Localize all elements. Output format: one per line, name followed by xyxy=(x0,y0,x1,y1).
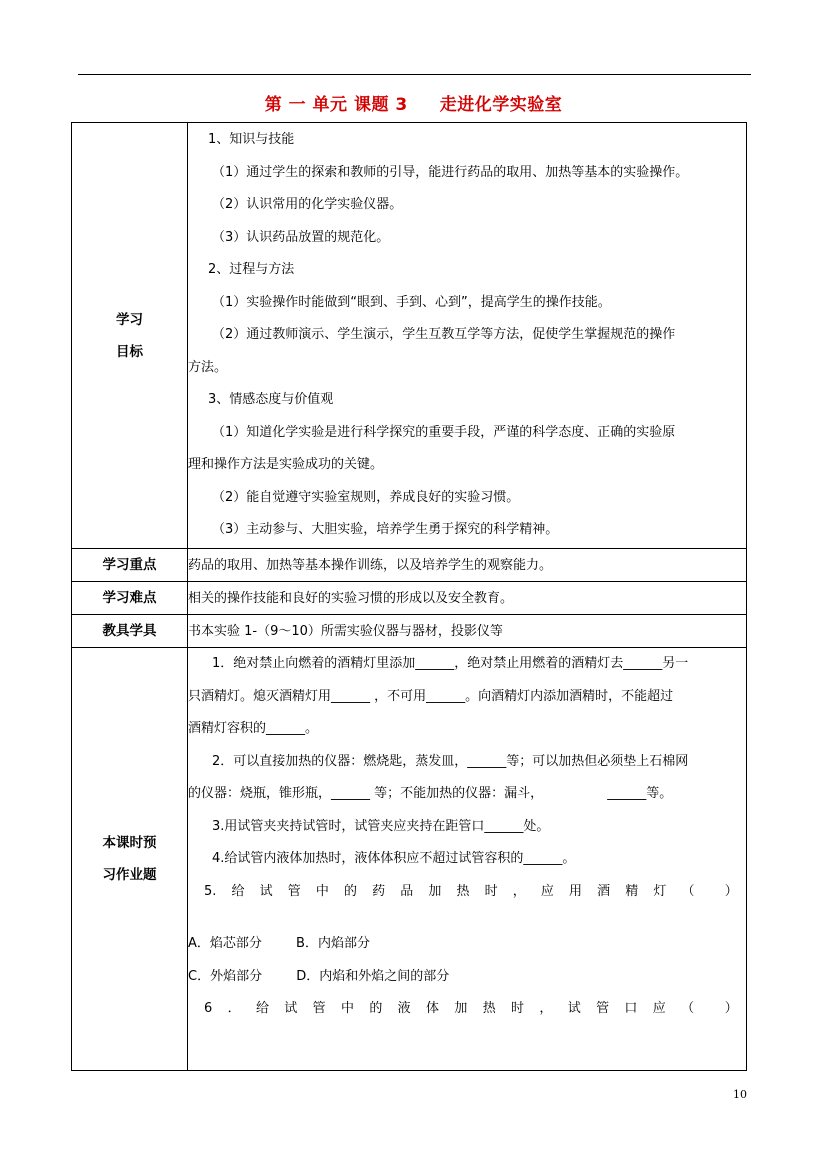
difficulties-row xyxy=(72,582,747,615)
question-6-char: ． xyxy=(227,1001,241,1016)
question-6-char: 试 xyxy=(567,1001,581,1016)
objective-item-continued: 理和操作方法是实验成功的关键。 xyxy=(188,457,384,473)
question-6 xyxy=(188,993,746,1026)
question-5-char: 用 xyxy=(569,883,583,899)
homework-label-line-2: 习作业题 xyxy=(102,867,157,883)
keypoints-text: 药品的取用、加热等基本操作训练，以及培养学生的观察能力。 xyxy=(188,557,553,573)
question-3: 3.用试管夹夹持试管时，试管夹应夹持在距管口______处。 xyxy=(212,818,550,834)
objective-item: （1）实验操作时能做到“眼到、手到、心到”，提高学生的操作技能。 xyxy=(212,294,611,310)
question-6-char: 给 xyxy=(255,1001,269,1016)
option-a: A．焰芯部分 xyxy=(188,936,262,951)
keypoints-cell xyxy=(188,549,747,582)
question-5-char: 应 xyxy=(540,883,554,899)
question-6-char: 加 xyxy=(454,1001,468,1016)
question-6-char: 6 xyxy=(204,1001,213,1016)
question-5-char: 灯 xyxy=(653,883,667,899)
page-title: 第 一 单元 课题 3 走进化学实验室 xyxy=(264,95,563,115)
objectives-content xyxy=(188,123,747,549)
objective-item: （2）认识常用的化学实验仪器。 xyxy=(212,197,403,213)
question-5-char: 的 xyxy=(344,883,358,899)
question-6-char: 管 xyxy=(312,1001,326,1016)
option-d: D．内焰和外焰之间的部分 xyxy=(296,968,450,984)
objective-item-continued: 方法。 xyxy=(188,359,228,375)
question-5-char: ， xyxy=(512,883,526,899)
question-5-char: 热 xyxy=(456,883,470,899)
homework-content xyxy=(188,648,747,1071)
question-5-char: 中 xyxy=(315,883,329,899)
question-5-options-row-2 xyxy=(188,961,746,994)
lesson-table xyxy=(71,122,747,1071)
objective-item: （3）认识药品放置的规范化。 xyxy=(212,229,390,245)
question-5-char: 品 xyxy=(400,883,414,899)
tools-label: 教具学具 xyxy=(72,615,188,648)
objective-item: （3）主动参与、大胆实验，培养学生勇于探究的科学精神。 xyxy=(212,522,559,538)
question-5-char: （ xyxy=(681,883,695,899)
question-5-options-row-1 xyxy=(188,928,746,961)
question-6-char: 时 xyxy=(511,1001,525,1016)
question-5 xyxy=(188,876,746,909)
question-5-char: 给 xyxy=(231,883,245,899)
tools-row xyxy=(72,615,747,648)
objectives-label-line-1: 学习 xyxy=(116,311,143,328)
question-6-char: ， xyxy=(539,1001,553,1016)
keypoints-label: 学习重点 xyxy=(72,549,188,582)
question-5-char: 试 xyxy=(259,883,273,899)
question-1-continued: 只酒精灯。熄灭酒精灯用______ ，不可用______。向酒精灯内添加酒精时，不能超过 xyxy=(188,688,674,704)
question-6-char: （ xyxy=(681,1001,695,1016)
question-5-char: ） xyxy=(724,883,738,899)
question-2-tail: ______等。 xyxy=(607,786,673,801)
question-6-char: 管 xyxy=(596,1001,610,1016)
objectives-label xyxy=(72,123,188,549)
question-6-char: 的 xyxy=(369,1001,383,1016)
question-1: 1．绝对禁止向燃着的酒精灯里添加______，绝对禁止用燃着的酒精灯去______另一 xyxy=(212,656,689,671)
question-2: 2．可以直接加热的仪器：燃烧匙，蒸发皿，______等；可以加热但必须垫上石棉网 xyxy=(212,753,689,769)
question-5-char: 管 xyxy=(287,883,301,899)
option-c: C．外焰部分 xyxy=(188,968,263,984)
tools-text: 书本实验 1-（9～10）所需实验仪器与器材，投影仪等 xyxy=(188,623,503,639)
question-4: 4.给试管内液体加热时，液体体积应不超过试管容积的______。 xyxy=(212,851,576,866)
question-5-char: 酒 xyxy=(597,883,611,899)
question-6-char: 中 xyxy=(340,1001,354,1016)
difficulties-cell xyxy=(188,582,747,615)
question-6-char: 应 xyxy=(652,1001,666,1016)
objective-item: （1）通过学生的探索和教师的引导，能进行药品的取用、加热等基本的实验操作。 xyxy=(212,164,689,180)
question-5-char: 5. xyxy=(204,883,217,899)
section-attitude-title: 3、情感态度与价值观 xyxy=(208,392,334,408)
homework-label-line-1: 本课时预 xyxy=(102,835,157,851)
section-process-title: 2、过程与方法 xyxy=(208,262,295,278)
section-knowledge-title: 1、知识与技能 xyxy=(208,132,295,148)
difficulties-label: 学习难点 xyxy=(72,582,188,615)
question-5-char: 药 xyxy=(372,883,386,899)
objective-item: （2）通过教师演示、学生演示，学生互教互学等方法，促使学生掌握规范的操作 xyxy=(212,327,676,343)
objective-item: （2）能自觉遵守实验室规则，养成良好的实验习惯。 xyxy=(212,489,520,505)
keypoints-row xyxy=(72,549,747,582)
question-5-char: 时 xyxy=(484,883,498,899)
difficulties-text: 相关的操作技能和良好的实验习惯的形成以及安全教育。 xyxy=(188,590,514,606)
option-b: B．内焰部分 xyxy=(296,936,370,951)
objectives-row xyxy=(72,123,747,549)
question-6-char: 体 xyxy=(426,1001,440,1016)
question-5-char: 加 xyxy=(428,883,442,899)
objectives-label-line-2: 目标 xyxy=(116,343,143,360)
question-6-char: 热 xyxy=(482,1001,496,1016)
question-2-continued xyxy=(188,778,746,811)
header-rule xyxy=(78,74,751,75)
question-5-char: 精 xyxy=(625,883,639,899)
homework-row xyxy=(72,648,747,1071)
question-6-char: ） xyxy=(724,1001,738,1016)
question-6-char: 口 xyxy=(624,1001,638,1016)
question-1-continued: 酒精灯容积的______。 xyxy=(188,721,319,736)
tools-cell xyxy=(188,615,747,648)
question-6-char: 试 xyxy=(284,1001,298,1016)
question-6-char: 液 xyxy=(397,1001,411,1016)
spacer xyxy=(188,908,746,928)
objective-item: （1）知道化学实验是进行科学探究的重要手段，严谨的科学态度、正确的实验原 xyxy=(212,424,676,440)
question-2-text: 的仪器：烧瓶，锥形瓶，______ 等；不能加热的仪器：漏斗， xyxy=(188,786,544,801)
homework-label xyxy=(72,648,188,1071)
page-number: 10 xyxy=(733,1088,747,1101)
